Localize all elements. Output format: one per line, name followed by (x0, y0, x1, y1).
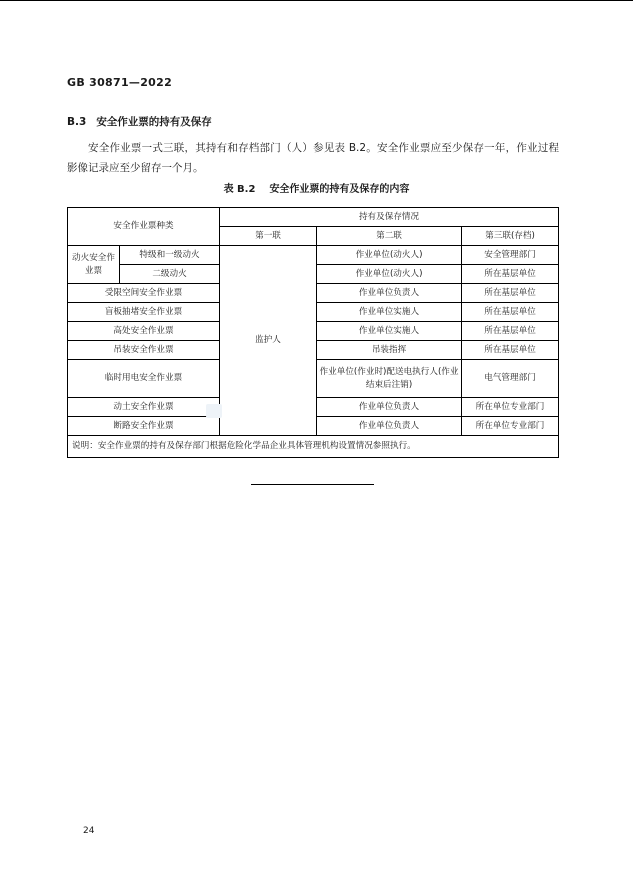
section-heading (67, 114, 212, 129)
row-third: 所在单位专业部门 (462, 398, 559, 417)
first-copy-holder: 监护人 (220, 246, 317, 436)
table-caption-number: 表 B.2 (223, 184, 256, 195)
row-type: 高处安全作业票 (68, 322, 220, 341)
row-type: 受限空间安全作业票 (68, 284, 220, 303)
row-second: 作业单位负责人 (317, 398, 462, 417)
table-note-row (68, 436, 559, 458)
header-type: 安全作业票种类 (68, 208, 220, 246)
section-paragraph: 安全作业票一式三联，其持有和存档部门（人）参见表 B.2。安全作业票应至少保存一年，作业过程影像记录应至少留存一个月。 (67, 142, 559, 174)
header-col3: 第三联(存档) (462, 227, 559, 246)
header-group: 持有及保存情况 (220, 208, 559, 227)
row-second: 吊装指挥 (317, 341, 462, 360)
row-third: 所在基层单位 (462, 265, 559, 284)
section-title: 安全作业票的持有及保存 (96, 116, 212, 128)
row-second: 作业单位(动火人) (317, 265, 462, 284)
page-top-rule (0, 0, 633, 1)
row-second: 作业单位(动火人) (317, 246, 462, 265)
row-type: 二级动火 (120, 265, 220, 284)
row-type: 盲板抽堵安全作业票 (68, 303, 220, 322)
holding-storage-table (67, 207, 559, 458)
row-third: 所在单位专业部门 (462, 417, 559, 436)
table-caption-title: 安全作业票的持有及保存的内容 (269, 184, 410, 195)
fire-group-cell: 动火安全作业票 (68, 246, 120, 284)
row-type: 断路安全作业票 (68, 417, 220, 436)
row-type: 动土安全作业票 (68, 398, 220, 417)
row-third: 所在基层单位 (462, 303, 559, 322)
row-second: 作业单位负责人 (317, 284, 462, 303)
row-third: 所在基层单位 (462, 322, 559, 341)
table-row (68, 246, 559, 265)
header-col2: 第二联 (317, 227, 462, 246)
row-third: 电气管理部门 (462, 360, 559, 398)
row-type: 临时用电安全作业票 (68, 360, 220, 398)
watermark-mark (206, 404, 222, 418)
standard-code: GB 30871—2022 (67, 76, 173, 89)
row-third: 所在基层单位 (462, 284, 559, 303)
table-note: 说明：安全作业票的持有及保存部门根据危险化学品企业具体管理机构设置情况参照执行。 (68, 436, 559, 458)
row-second: 作业单位实施人 (317, 322, 462, 341)
row-second: 作业单位负责人 (317, 417, 462, 436)
row-second: 作业单位实施人 (317, 303, 462, 322)
section-number: B.3 (67, 116, 87, 128)
row-third: 安全管理部门 (462, 246, 559, 265)
table-header-row (68, 208, 559, 227)
row-third: 所在基层单位 (462, 341, 559, 360)
header-col1: 第一联 (220, 227, 317, 246)
row-second: 作业单位(作业时)配送电执行人(作业结束后注销) (317, 360, 462, 398)
table-caption (0, 180, 633, 195)
row-type: 吊装安全作业票 (68, 341, 220, 360)
row-type: 特级和一级动火 (120, 246, 220, 265)
page-number: 24 (83, 826, 95, 836)
end-rule (251, 484, 374, 485)
